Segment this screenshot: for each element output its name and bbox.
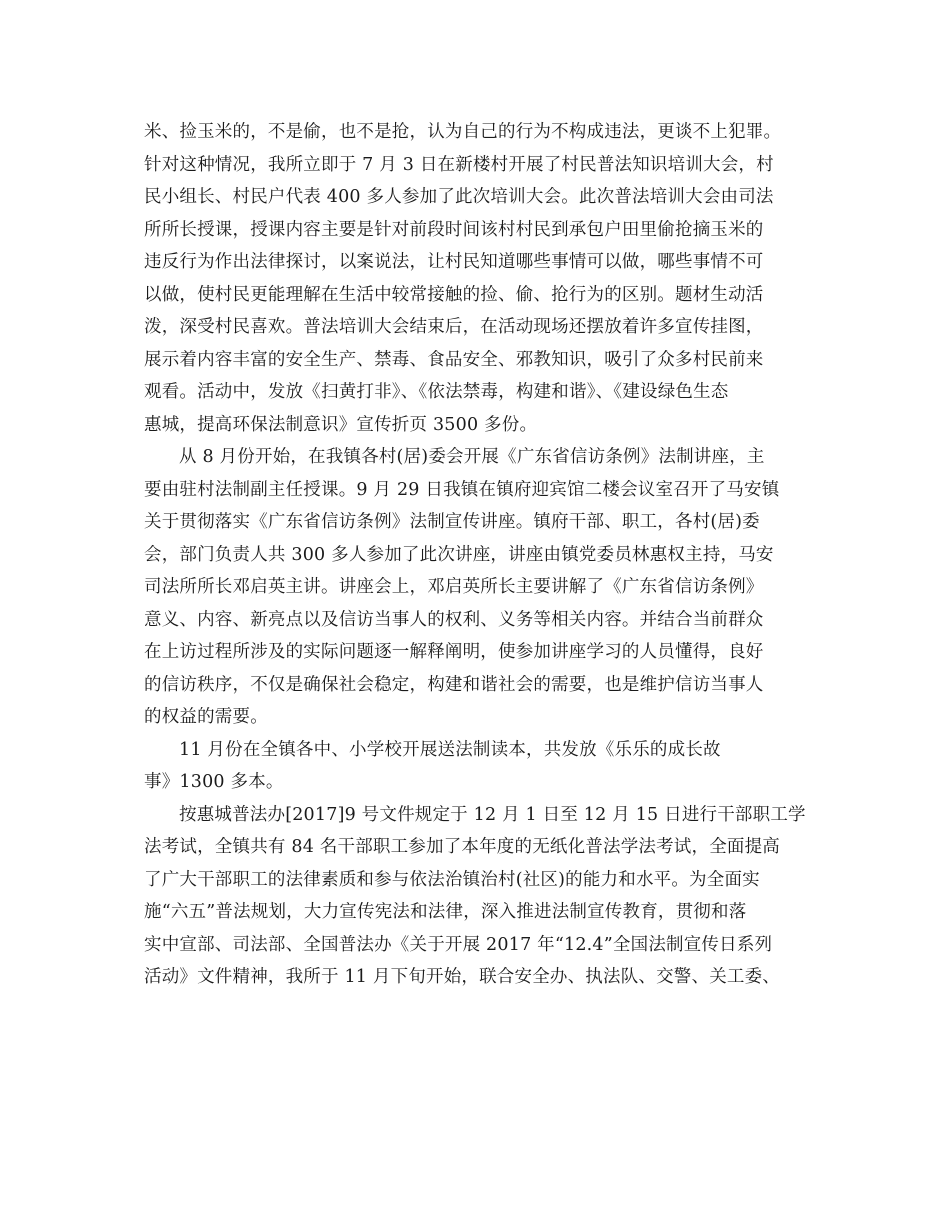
document-body bbox=[144, 116, 812, 994]
text-line: 所所长授课，授课内容主要是针对前段时间该村村民到承包户田里偷抢摘玉米的 bbox=[144, 219, 764, 240]
paragraph-3 bbox=[144, 734, 812, 799]
text-line: 的信访秩序，不仅是确保社会稳定，构建和谐社会的需要，也是维护信访当事人 bbox=[144, 674, 764, 695]
text-line: 意义、内容、新亮点以及信访当事人的权利、义务等相关内容。并结合当前群众 bbox=[144, 609, 764, 630]
text-line: 了广大干部职工的法律素质和参与依法治镇治村(社区)的能力和水平。为全面实 bbox=[144, 869, 760, 890]
text-line: 米、捡玉米的，不是偷，也不是抢，认为自己的行为不构成违法，更谈不上犯罪。 bbox=[144, 122, 782, 142]
text-line: 违反行为作出法律探讨，以案说法，让村民知道哪些事情可以做，哪些事情不可 bbox=[144, 252, 764, 272]
text-line: 观看。活动中，发放《扫黄打非》、《依法禁毒，构建和谐》、《建设绿色生态 bbox=[144, 382, 729, 402]
text-line: 惠城，提高环保法制意识》宣传折页 3500 多份。 bbox=[144, 414, 538, 435]
text-line: 以做，使村民更能理解在生活中较常接触的捡、偷、抢行为的区别。题材生动活 bbox=[144, 284, 764, 305]
text-line: 针对这种情况，我所立即于 7 月 3 日在新楼村开展了村民普法知识培训大会，村 bbox=[144, 154, 774, 175]
text-line: 施“六五”普法规划，大力宣传宪法和法律，深入推进法制宣传教育，贯彻和落 bbox=[144, 902, 747, 922]
paragraph-4 bbox=[144, 799, 812, 994]
paragraph-1 bbox=[144, 116, 812, 441]
text-line: 的权益的需要。 bbox=[144, 707, 268, 727]
text-line: 法考试，全镇共有 84 名干部职工参加了本年度的无纸化普法学法考试，全面提高 bbox=[144, 837, 780, 857]
text-line: 展示着内容丰富的安全生产、禁毒、食品安全、邪教知识，吸引了众多村民前来 bbox=[144, 349, 764, 370]
text-line: 关于贯彻落实《广东省信访条例》法制宣传讲座。镇府干部、职工，各村(居)委 bbox=[144, 512, 760, 532]
text-line: 按惠城普法办[2017]9 号文件规定于 12 月 1 日至 12 月 15 日进行干部职工学 bbox=[179, 804, 806, 825]
text-line: 在上访过程所涉及的实际问题逐一解释阐明，使参加讲座学习的人员懂得，良好 bbox=[144, 642, 764, 662]
text-line: 会，部门负责人共 300 多人参加了此次讲座，讲座由镇党委员林惠权主持，马安 bbox=[144, 544, 774, 565]
text-line: 从 8 月份开始，在我镇各村(居)委会开展《广东省信访条例》法制讲座，主 bbox=[179, 447, 765, 467]
text-line: 泼，深受村民喜欢。普法培训大会结束后，在活动现场还摆放着许多宣传挂图， bbox=[144, 317, 764, 337]
paragraph-2 bbox=[144, 441, 812, 734]
text-line: 要由驻村法制副主任授课。9 月 29 日我镇在镇府迎宾馆二楼会议室召开了马安镇 bbox=[144, 479, 780, 500]
text-line: 事》1300 多本。 bbox=[144, 772, 284, 792]
text-line: 活动》文件精神，我所于 11 月下旬开始，联合安全办、执法队、交警、关工委、 bbox=[144, 967, 780, 987]
text-line: 司法所所长邓启英主讲。讲座会上，邓启英所长主要讲解了《广东省信访条例》 bbox=[144, 577, 764, 597]
text-line: 实中宣部、司法部、全国普法办《关于开展 2017 年“12.4”全国法制宣传日系列 bbox=[144, 934, 773, 955]
text-line: 民小组长、村民户代表 400 多人参加了此次培训大会。此次普法培训大会由司法 bbox=[144, 187, 774, 207]
text-line: 11 月份在全镇各中、小学校开展送法制读本，共发放《乐乐的成长故 bbox=[179, 739, 721, 760]
